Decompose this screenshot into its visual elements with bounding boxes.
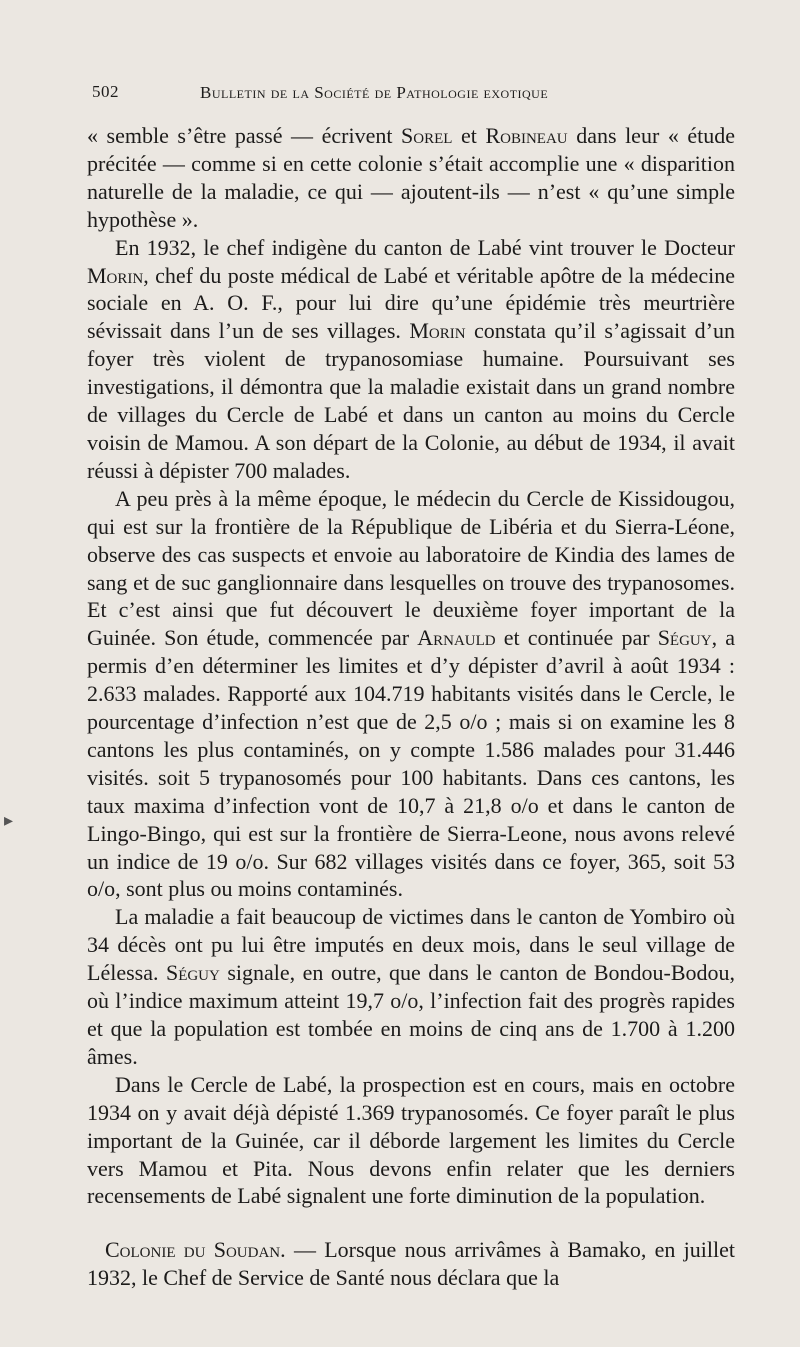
paragraph-quote: « semble s’être passé — écrivent Sorel et Robineau dans leur « étude précitée — comme si en cette colonie s’était accomplie une « disparition naturelle de la maladie, ce qui — ajoutent-ils — n’est « qu’une simple hypothèse ». xyxy=(87,123,736,232)
author-name: Morin xyxy=(409,318,466,344)
paragraph: La maladie a fait beaucoup de victimes dans le canton de Yombiro où 34 décès ont pu lui être imputés en deux mois, dans le seul village de Lélessa. Séguy signale, en outre, que dans le canton de Bondou-Bodou, où l’indice maximum atteint 19,7 o/o, l’infection fait des progrès rapides et que la population est tombée en moins de cinq ans de 1.700 à 1.200 âmes. xyxy=(87,904,735,1069)
author-name: Morin xyxy=(87,262,144,288)
margin-mark: ▸ xyxy=(4,810,14,830)
section-heading: Colonie du Soudan. xyxy=(105,1237,286,1263)
section-paragraph: Colonie du Soudan. — Lorsque nous arrivâmes à Bamako, en juillet 1932, le Chef de Service de Santé nous déclara que la xyxy=(87,1237,736,1291)
running-title: Bulletin de la Société de Pathologie exotique xyxy=(200,83,549,102)
author-name: Arnauld xyxy=(417,625,496,651)
author-name: Séguy xyxy=(657,625,712,651)
paragraph: Dans le Cercle de Labé, la prospection est en cours, mais en octobre 1934 on y avait déjà dépisté 1.369 trypanosomés. Ce foyer paraît le plus important de la Guinée, car il déborde largement les limites du Cercle vers Mamou et Pita. Nous devons enfin relater que les derniers recensements de Labé signalent une forte diminution de la population. xyxy=(87,1071,735,1209)
author-name: Sorel xyxy=(401,123,453,148)
paragraph: A peu près à la même époque, le médecin du Cercle de Kissidougou, qui est sur la frontière de la République de Libéria et du Sierra-Léone, observe des cas suspects et envoie au laboratoire de Kindia des lames de sang et de suc ganglionnaire dans lesquelles on trouve des trypanosomes. Et c’est ainsi que fut découvert le deuxième foyer important de la Guinée. Son étude, commencée par Arnauld et continuée par Séguy, a permis d’en déterminer les limites et d’y dépister d’avril à août 1934 : 2.633 malades. Rapporté aux 104.719 habitants visités dans le Cercle, le pourcentage d’infection n’est que de 2,5 o/o ; mais si on examine les 8 cantons les plus contaminés, on y compte 1.586 malades pour 31.446 visités. soit 5 trypanosomés pour 100 habitants. Dans ces cantons, les taux maxima d’infection vont de 10,7 à 21,8 o/o et dans le canton de Lingo-Bingo, qui est sur la frontière de Sierra-Leone, nous avons relevé un indice de 19 o/o. Sur 682 villages visités dans ce foyer, 365, soit 53 o/o, sont plus ou moins contaminés. xyxy=(87,485,735,902)
author-name: Robineau xyxy=(485,123,568,148)
article-body xyxy=(87,122,735,1292)
page-number: 502 xyxy=(92,82,119,101)
paragraph: En 1932, le chef indigène du canton de Labé vint trouver le Docteur Morin, chef du poste médical de Labé et véritable apôtre de la médecine sociale en A. O. F., pour lui dire qu’une épidémie très meurtrière sévissait dans l’un de ses villages. Morin constata qu’il s’agissait d’un foyer très violent de trypanosomiase humaine. Poursuivant ses investigations, il démontra que la maladie existait dans un grand nombre de villages du Cercle de Labé et dans un canton au moins du Cercle voisin de Mamou. A son départ de la Colonie, au début de 1934, il avait réussi à dépister 700 malades. xyxy=(87,234,735,483)
author-name: Séguy xyxy=(165,960,220,986)
